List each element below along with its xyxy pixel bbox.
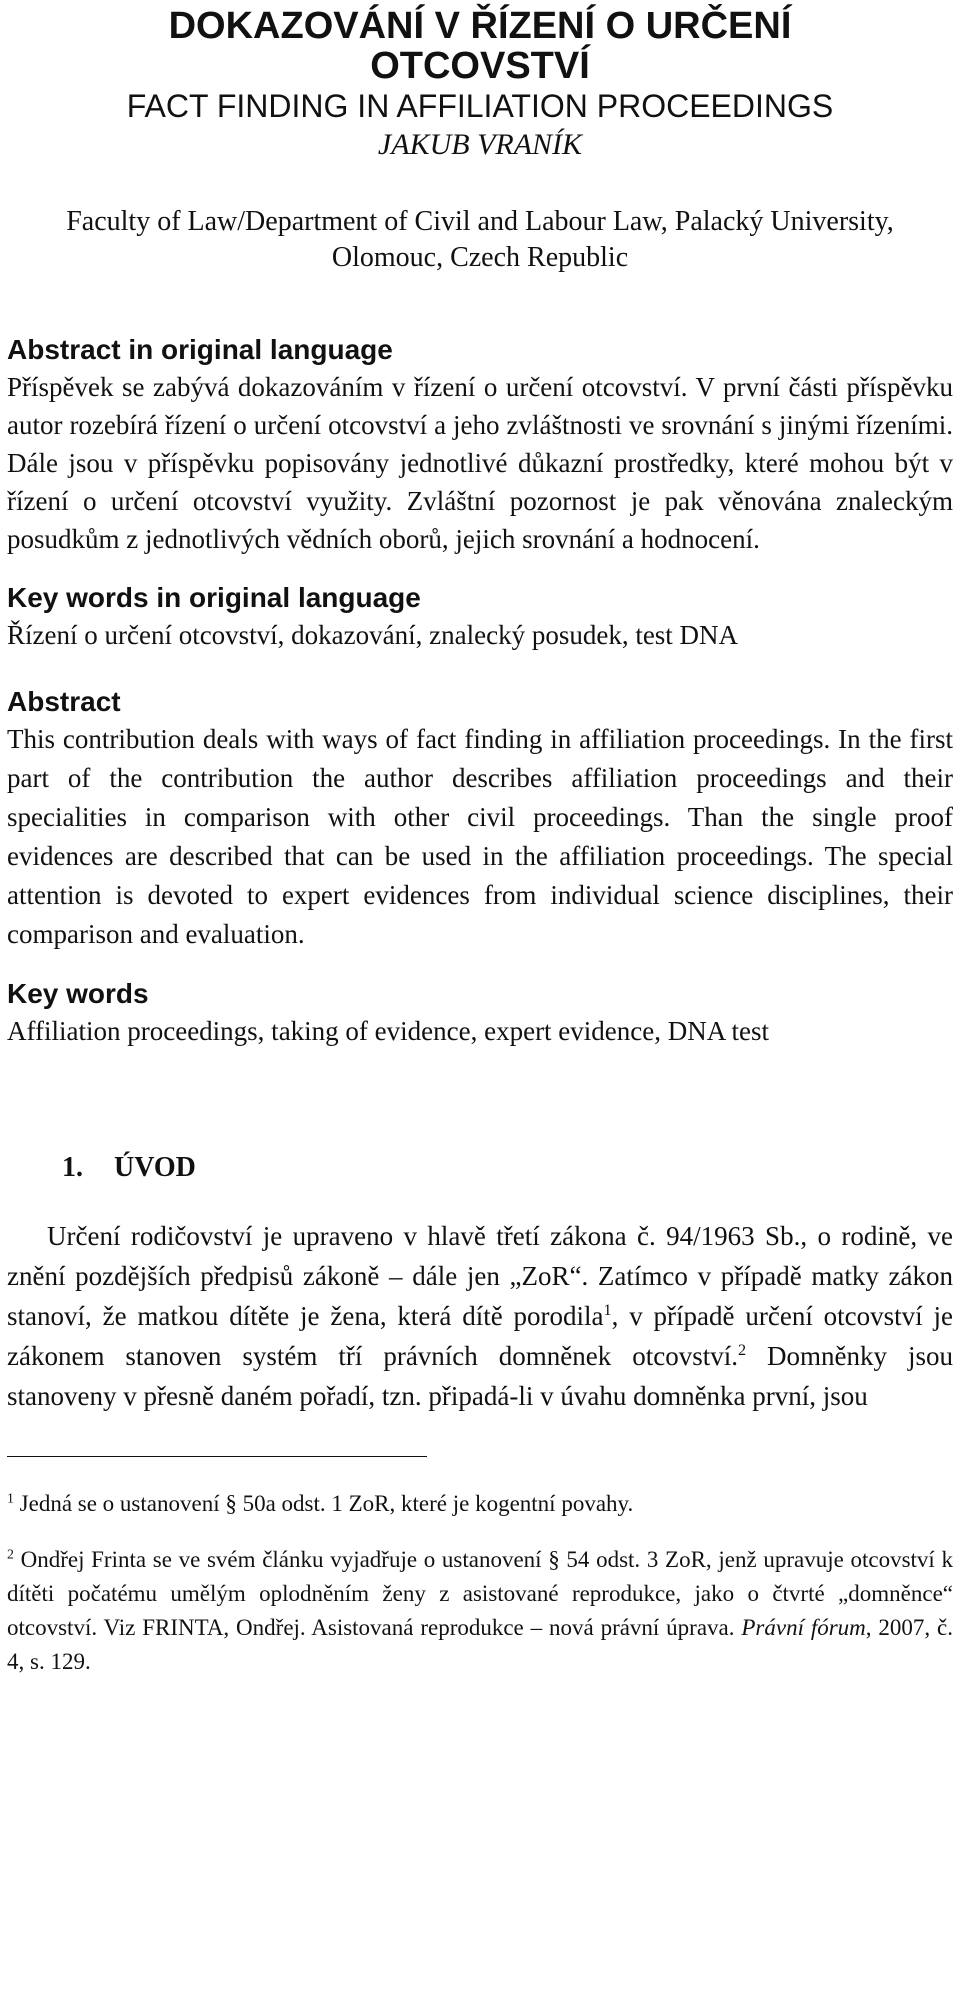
footnote-1-text: Jedná se o ustanovení § 50a odst. 1 ZoR, které je kogentní povahy. <box>13 1491 634 1516</box>
section-number: 1. <box>62 1152 83 1183</box>
keywords-english-text: Affiliation proceedings, taking of evidence, expert evidence, DNA test <box>7 1016 769 1046</box>
abstract-original-heading: Abstract in original language <box>7 334 393 365</box>
abstract-english-heading: Abstract <box>7 686 121 717</box>
footnote-2-journal: Právní fórum <box>741 1615 866 1640</box>
footnote-2-mark: 2 <box>7 1546 14 1562</box>
section-title: ÚVOD <box>114 1152 196 1183</box>
title-english: FACT FINDING IN AFFILIATION PROCEEDINGS <box>126 88 834 124</box>
footnote-2-text-b: , 2007, č. 4, s. 129. <box>7 1615 953 1674</box>
keywords-english-heading: Key words <box>7 978 149 1009</box>
body-text-part3: Domněnky jsou stanoveny v přesně daném pořadí, tzn. připadá-li v úvahu domněnka první, jsou <box>7 1341 953 1411</box>
title-czech <box>7 0 953 86</box>
footnote-1 <box>7 1487 953 1521</box>
section-body <box>7 1216 953 1416</box>
body-text-part2: , v případě určení otcovství je zákonem stanoven systém tří právních domněnek otcovství. <box>7 1301 953 1371</box>
title-czech-line1: DOKAZOVÁNÍ V ŘÍZENÍ O URČENÍ <box>168 5 792 47</box>
body-text-part1: Určení rodičovství je upraveno v hlavě třetí zákona č. 94/1963 Sb., o rodině, ve znění pozdějších předpisů zákoně – dále jen „ZoR“. Zatímco v případě matky zákon stanoví, že matkou dítěte je žena, která dítě porodila <box>7 1221 953 1331</box>
keywords-original-heading: Key words in original language <box>7 582 421 613</box>
section-heading <box>7 1150 953 1186</box>
footnote-ref-2[interactable]: 2 <box>737 1341 747 1359</box>
author-affiliation: Faculty of Law/Department of Civil and Labour Law, Palacký University, Olomouc, Czech Republic <box>66 206 894 273</box>
footnote-2-text-a: Ondřej Frinta se ve svém článku vyjadřuje o ustanovení § 54 odst. 3 ZoR, jenž upravuje otcovství k dítěti počatému umělým oplodněním ženy z asistované reprodukce, jako o čtvrté „domněnce“ otcovství. Viz FRINTA, Ondřej. Asistovaná reprodukce – nová právní úprava. <box>7 1547 953 1640</box>
keywords-original-text: Řízení o určení otcovství, dokazování, znalecký posudek, test DNA <box>7 620 739 650</box>
footnote-ref-1[interactable]: 1 <box>603 1301 612 1319</box>
footnote-1-mark: 1 <box>7 1490 14 1506</box>
title-czech-line2: OTCOVSTVÍ <box>370 45 590 87</box>
abstract-english-text: This contribution deals with ways of fact finding in affiliation proceedings. In the first part of the contribution the author describes affiliation proceedings and their specialities in comparison with other civil proceedings. Than the single proof evidences are described that can be used in the affiliation proceedings. The special attention is devoted to expert evidences from individual science disciplines, their comparison and evaluation. <box>7 724 953 949</box>
abstract-original-text: Příspěvek se zabývá dokazováním v řízení o určení otcovství. V první části příspěvku autor rozebírá řízení o určení otcovství a jeho zvláštnosti ve srovnání s jinými řízeními. Dále jsou v příspěvku popisovány jednotlivé důkazní prostředky, které mohou být v řízení o určení otcovství využity. Zvláštní pozornost je pak věnována znaleckým posudkům z jednotlivých vědních oborů, jejich srovnání a hodnocení. <box>7 372 953 554</box>
footnote-2 <box>7 1543 953 1679</box>
author-name: JAKUB VRANÍK <box>377 128 583 161</box>
